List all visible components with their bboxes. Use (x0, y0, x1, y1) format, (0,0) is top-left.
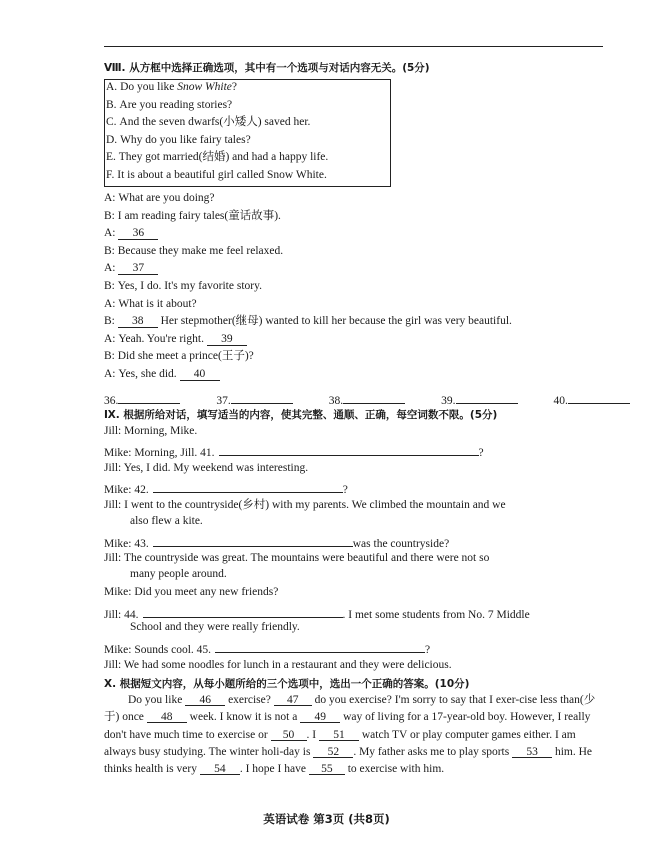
passage-text: way of living for a 17-year-old boy. However, I really don't have much time to exercise or (104, 711, 591, 741)
passage (104, 692, 604, 778)
dialog-text: . I met some students from No. 7 Middle (342, 609, 530, 621)
option-letter: E. (106, 151, 116, 164)
blank-51[interactable]: 51 (319, 727, 359, 741)
answer-number: 39. (441, 395, 456, 407)
dialog-line (104, 551, 489, 565)
dialog-line (104, 479, 348, 497)
answer-number: 40. (553, 395, 568, 407)
dialog-text: Jill: Yes, I did. My weekend was interesting. (104, 462, 309, 474)
passage-text: Do you like (128, 694, 186, 706)
option-text: Do you like (120, 81, 178, 93)
answer-blank[interactable] (215, 639, 425, 653)
dialog-text: Jill: Morning, Mike. (104, 425, 198, 437)
blank-39[interactable]: 39 (207, 332, 247, 346)
passage-text: week. I know it is not a (186, 711, 301, 724)
speaker-label: A: (104, 297, 116, 310)
answer-blank[interactable] (153, 533, 353, 547)
answer-blank[interactable] (456, 390, 518, 404)
dialog-line (104, 314, 512, 328)
blank-47[interactable]: 47 (274, 692, 312, 706)
option-letter: D. (106, 133, 118, 146)
passage-text: to exercise with him. (344, 763, 445, 776)
speaker-label: B: (104, 244, 115, 257)
dialog-text: What are you doing? (118, 192, 215, 204)
answer-number: 37. (216, 395, 231, 407)
dialog-line (104, 498, 506, 512)
option-item (106, 133, 251, 147)
dialog-text: also flew a kite. (130, 515, 203, 527)
dialog-line (104, 639, 430, 657)
dialog-text: I am reading fairy tales(童话故事). (117, 209, 281, 222)
dialog-line (130, 620, 300, 634)
dialog-line (130, 567, 227, 581)
dialog-line (104, 191, 215, 205)
answer-blank[interactable] (143, 604, 343, 618)
blank-50[interactable]: 50 (271, 727, 307, 741)
dialog-text: ? (342, 484, 348, 496)
dialog-text: Jill: I went to the countryside(乡村) with my parents. We climbed the mountain and we (104, 499, 506, 511)
blank-48[interactable]: 48 (147, 709, 187, 723)
option-text: Are you reading stories? (119, 98, 233, 111)
blank-46[interactable]: 46 (185, 692, 225, 706)
dialog-line (104, 209, 281, 223)
dialog-text: many people around. (130, 568, 227, 580)
dialog-text: Did she meet a prince(王子)? (117, 350, 254, 363)
speaker-label: A: (104, 332, 116, 345)
dialog-line (104, 461, 308, 475)
answer-number: 36. (104, 395, 119, 407)
passage-text: . I hope I have (239, 763, 309, 776)
dialog-line (104, 658, 452, 672)
answer-row (104, 390, 604, 408)
passage-text: him. He thinks health is very (104, 745, 593, 776)
passage-text: do you exercise? I'm sorry to say that I exer-cise less than(少于) once (104, 694, 596, 724)
dialog-line (104, 279, 262, 293)
option-italic: Snow White (177, 81, 232, 93)
answer-number: 38. (328, 395, 344, 407)
dialog-text: Mike: 42. (104, 484, 149, 496)
blank-53[interactable]: 53 (512, 744, 552, 758)
answer-blank[interactable] (118, 390, 180, 404)
option-letter: A. (106, 81, 118, 93)
answer-blank[interactable] (219, 442, 479, 456)
answer-blank[interactable] (231, 390, 293, 404)
speaker-label: A: (104, 192, 116, 204)
dialog-text: Yes, she did. (118, 368, 180, 380)
blank-40[interactable]: 40 (180, 367, 220, 381)
answer-blank[interactable] (153, 479, 343, 493)
passage-text: exercise? (225, 694, 274, 706)
blank-55[interactable]: 55 (309, 761, 345, 775)
blank-37[interactable]: 37 (118, 261, 158, 275)
option-item (106, 168, 327, 182)
option-letter: F. (106, 169, 115, 181)
dialog-line (104, 424, 197, 438)
dialog-text: Mike: Sounds cool. 45. (104, 644, 212, 656)
dialog-line (104, 332, 247, 346)
option-item (106, 150, 328, 164)
dialog-text: was the countryside? (352, 538, 450, 550)
answer-blank[interactable] (343, 390, 405, 404)
option-item (106, 115, 310, 129)
speaker-label: B: (104, 315, 115, 328)
dialog-text: Yeah. You're right. (118, 332, 207, 345)
option-letter: B. (106, 98, 117, 111)
speaker-label: B: (104, 280, 115, 292)
blank-52[interactable]: 52 (313, 744, 353, 758)
dialog-line (104, 349, 254, 363)
speaker-label: A: (104, 262, 116, 275)
dialog-line (104, 367, 220, 381)
blank-38[interactable]: 38 (118, 314, 158, 328)
section-9-heading: Ⅸ. 根据所给对话，填写适当的内容，使其完整、通顺、正确，每空词数不限。(5分) (104, 409, 498, 421)
answer-blank[interactable] (568, 390, 630, 404)
dialog-line (104, 244, 283, 258)
blank-36[interactable]: 36 (118, 226, 158, 240)
dialog-text: Yes, I do. It's my favorite story. (117, 280, 262, 292)
speaker-label: B: (104, 209, 115, 222)
dialog-text: School and they were really friendly. (130, 621, 300, 633)
dialog-line (104, 261, 158, 275)
dialog-line (104, 226, 158, 240)
dialog-text: Mike: Morning, Jill. 41. (104, 447, 215, 459)
passage-text: watch TV or play computer games either. I am always busy studying. The winter holi-day is (104, 728, 576, 758)
dialog-text: ? (478, 447, 484, 459)
page-footer: 英语试卷 第3页 (共8页) (263, 812, 390, 826)
option-item (106, 80, 237, 94)
top-rule (104, 46, 603, 47)
dialog-line (104, 533, 449, 551)
section-10-heading: Ⅹ. 根据短文内容，从每小题所给的三个选项中，选出一个正确的答案。(10分) (104, 678, 470, 690)
passage-text: . My father asks me to play sports (353, 745, 513, 758)
option-text: And the seven dwarfs(小矮人) saved her. (119, 116, 311, 129)
dialog-text: Because they make me feel relaxed. (117, 244, 284, 257)
passage-text: . I (306, 728, 319, 741)
dialog-text: Jill: We had some noodles for lunch in a restaurant and they were delicious. (104, 659, 452, 671)
dialog-line (104, 297, 197, 311)
blank-49[interactable]: 49 (300, 709, 340, 723)
option-text: Why do you like fairy tales? (120, 133, 251, 146)
speaker-label: B: (104, 350, 115, 363)
dialog-text: What is it about? (118, 297, 197, 310)
dialog-text: Jill: The countryside was great. The mountains were beautiful and there were not so (104, 552, 490, 564)
option-text: They got married(结婚) and had a happy life. (118, 151, 329, 164)
speaker-label: A: (104, 368, 116, 380)
dialog-line (104, 585, 278, 599)
speaker-label: A: (104, 227, 116, 240)
dialog-text: Her stepmother(继母) wanted to kill her because the girl was very beautiful. (157, 315, 512, 328)
option-tail: ? (231, 81, 237, 93)
option-letter: C. (106, 116, 117, 129)
dialog-text: ? (425, 644, 431, 656)
blank-54[interactable]: 54 (200, 761, 240, 775)
dialog-line (130, 514, 203, 528)
option-text: It is about a beautiful girl called Snow White. (117, 169, 327, 181)
dialog-line (104, 442, 484, 460)
section-8-heading: Ⅷ. 从方框中选择正确选项，其中有一个选项与对话内容无关。(5分) (104, 62, 430, 74)
dialog-text: Mike: 43. (104, 538, 149, 550)
dialog-text: Jill: 44. (104, 609, 139, 621)
option-item (106, 98, 232, 112)
dialog-text: Mike: Did you meet any new friends? (104, 586, 279, 598)
